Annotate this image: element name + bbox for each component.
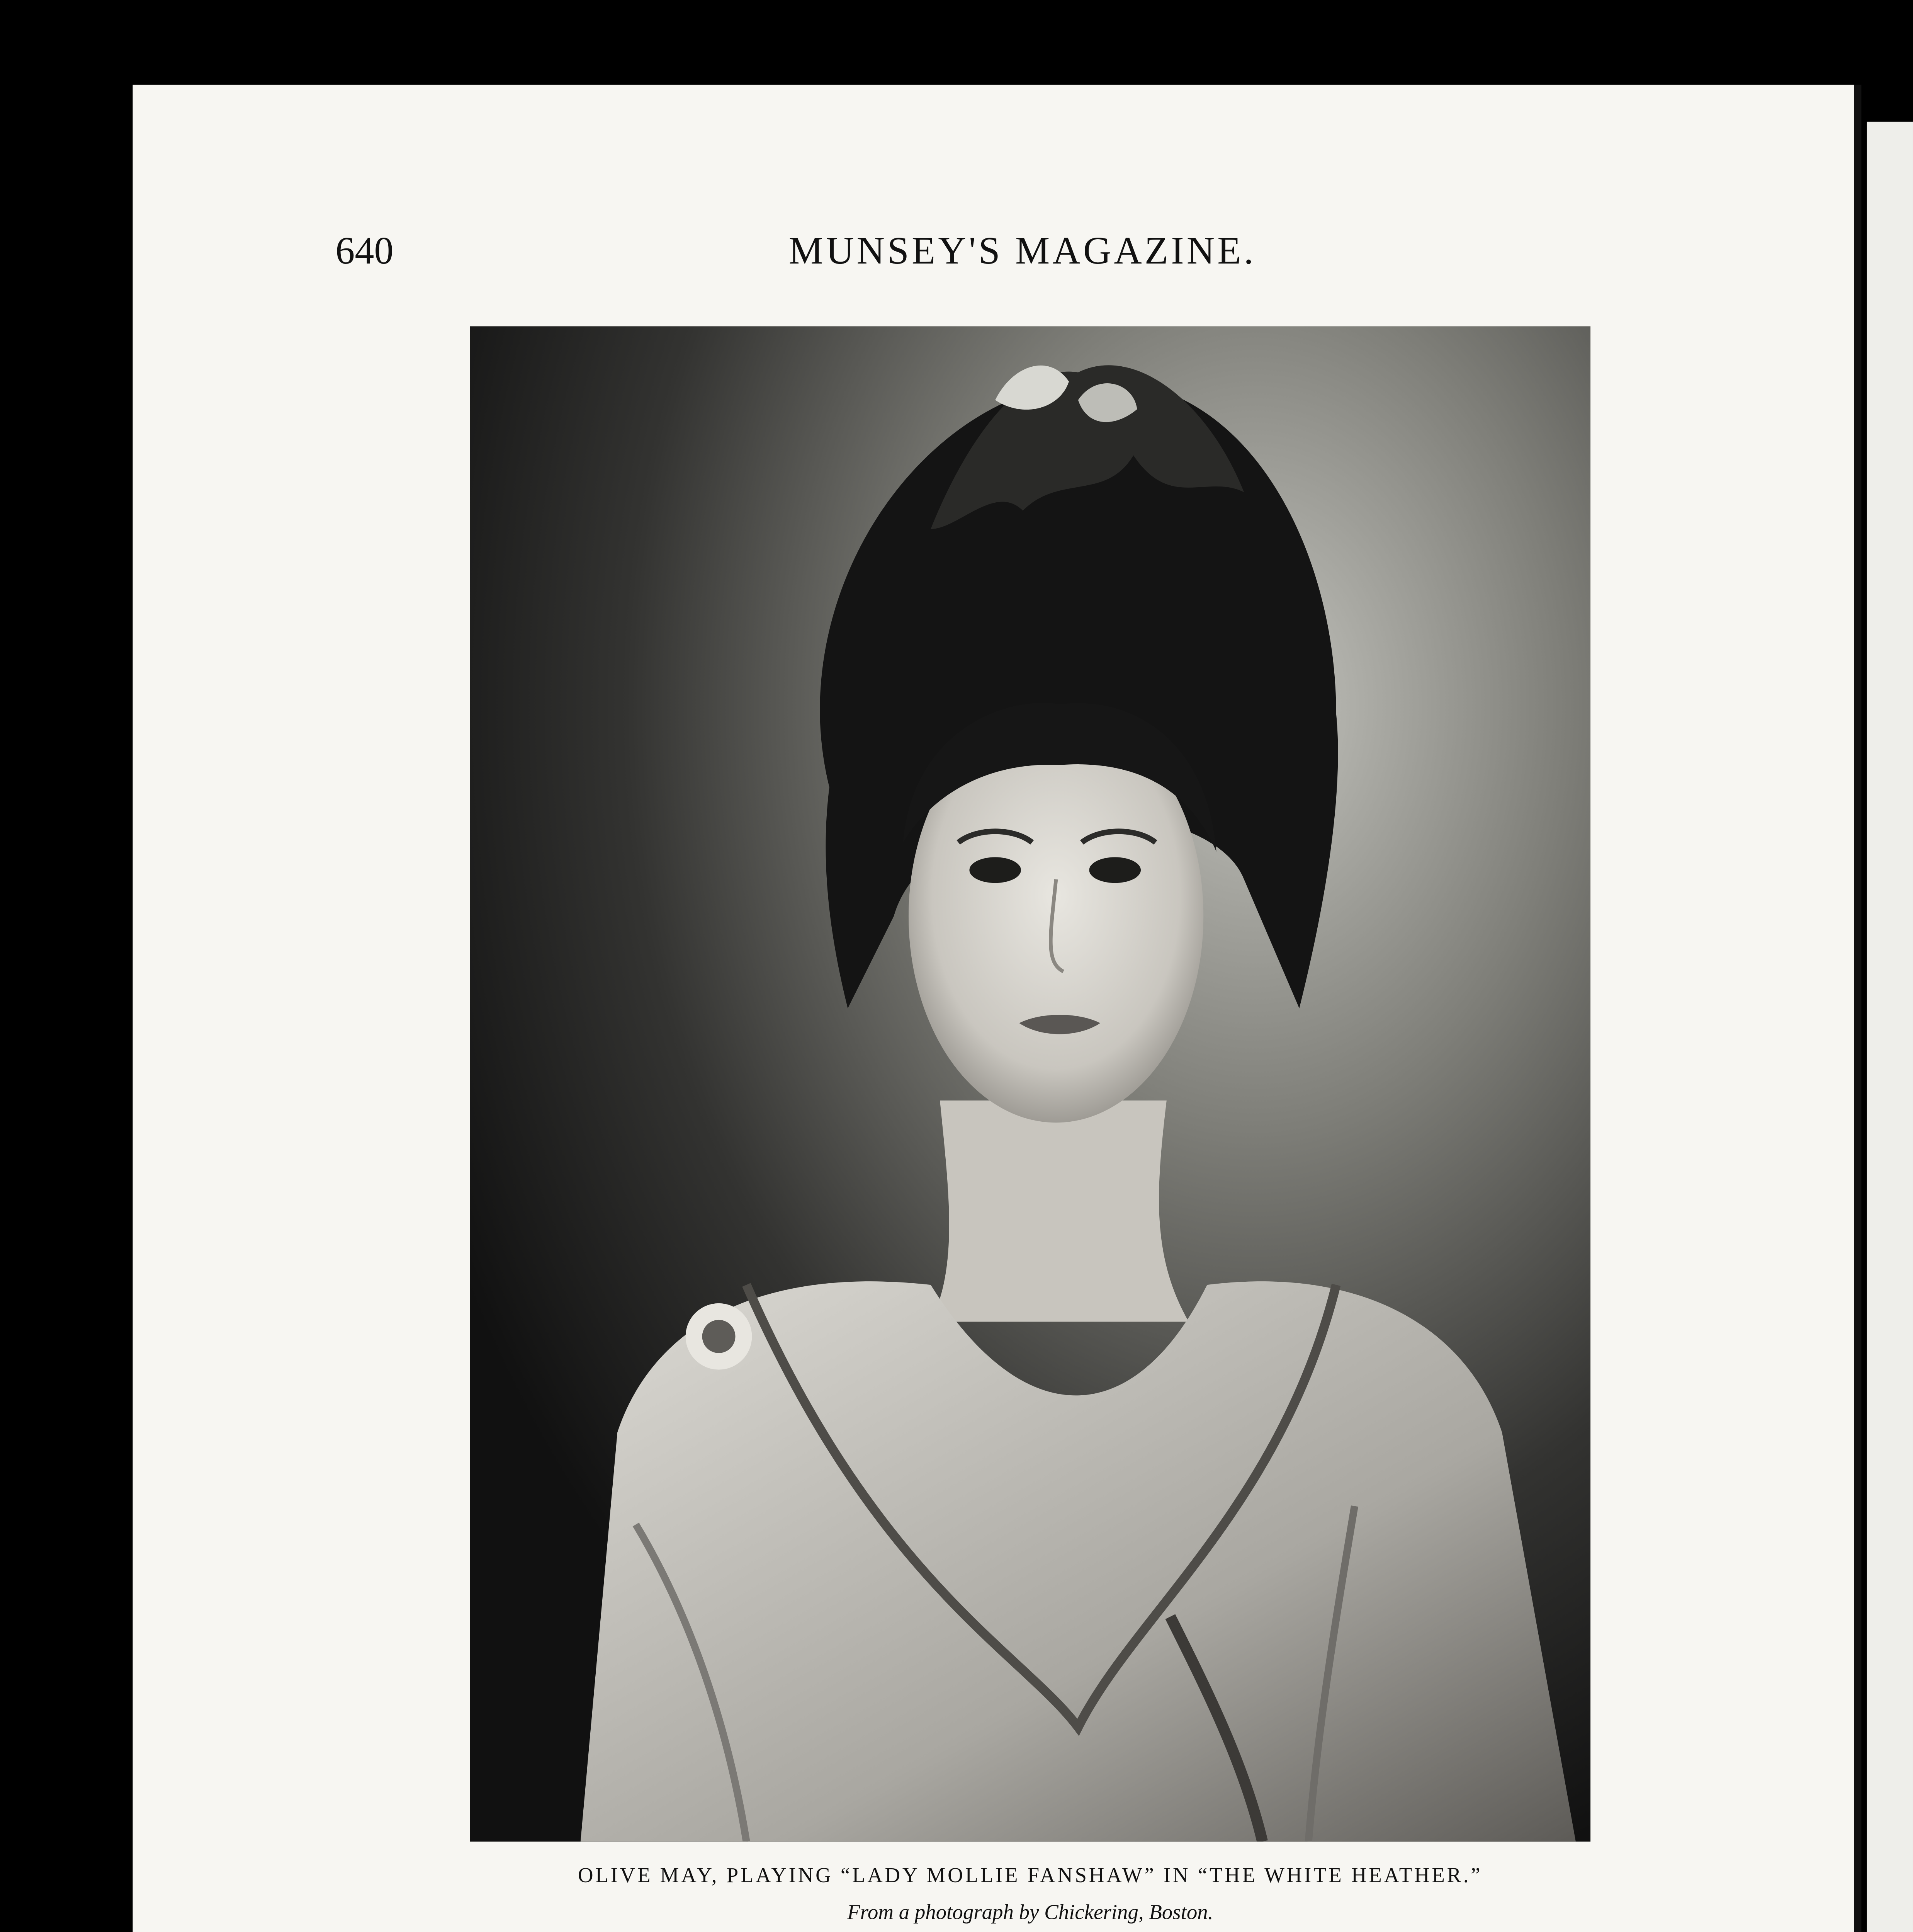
photo-caption: OLIVE MAY, PLAYING “LADY MOLLIE FANSHAW” IN “THE WHITE HEATHER.” — [578, 1865, 1483, 1888]
portrait-illustration — [470, 326, 1591, 1842]
adjacent-page-edge — [1867, 122, 1913, 1932]
running-head: MUNSEY'S MAGAZINE. — [788, 228, 1256, 273]
page-number: 640 — [335, 228, 394, 273]
photo-credit: From a photograph by Chickering, Boston. — [847, 1902, 1213, 1925]
page-gutter — [1854, 85, 1861, 1932]
portrait-photograph — [470, 326, 1591, 1842]
